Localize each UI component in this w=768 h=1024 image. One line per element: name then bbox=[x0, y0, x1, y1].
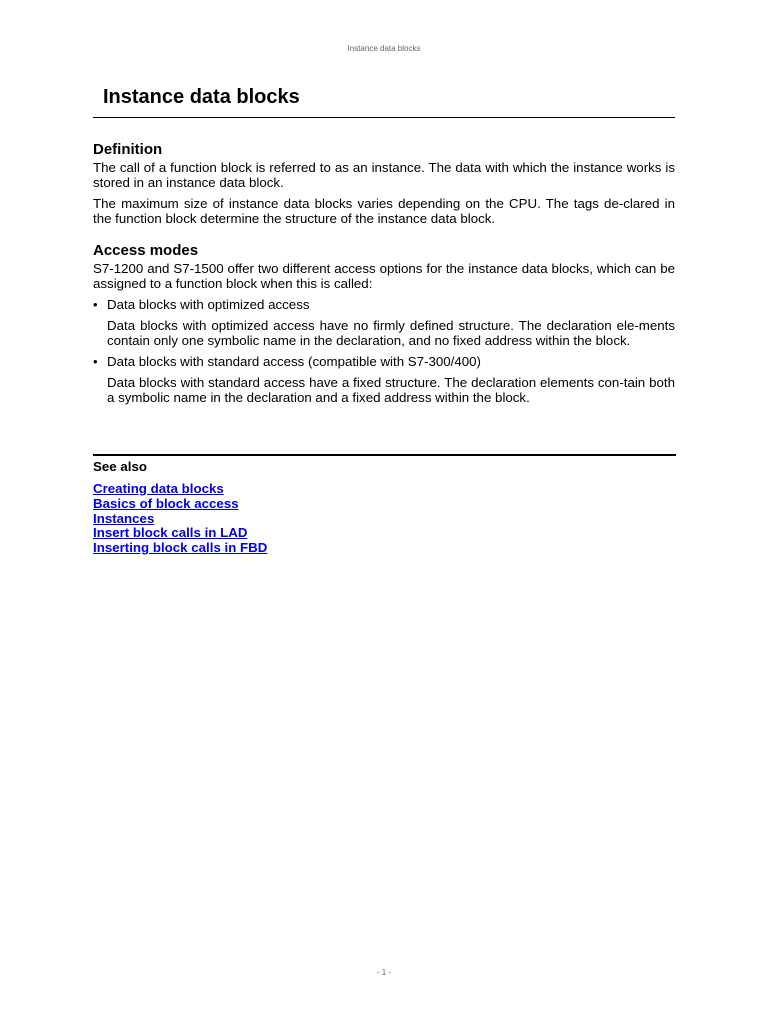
list-item-description: Data blocks with standard access have a fixed structure. The declaration elements con-tain both a symbolic name in the declaration and a fixed address within the block. bbox=[107, 375, 675, 405]
bullet-icon: • bbox=[93, 354, 98, 369]
list-item-optimized-access bbox=[93, 297, 675, 312]
definition-paragraph-2: The maximum size of instance data blocks varies depending on the CPU. The tags de-clared in the function block determine the structure of the instance data block. bbox=[93, 196, 675, 226]
list-item-standard-access bbox=[93, 354, 675, 369]
see-also-links bbox=[93, 482, 267, 556]
link-basics-of-block-access[interactable]: Basics of block access bbox=[93, 495, 239, 511]
definition-paragraph-1: The call of a function block is referred to as an instance. The data with which the instance works is stored in an instance data block. bbox=[93, 160, 675, 190]
link-creating-data-blocks[interactable]: Creating data blocks bbox=[93, 481, 224, 496]
see-also-divider bbox=[93, 454, 676, 456]
page-title: Instance data blocks bbox=[103, 86, 300, 108]
definition-heading: Definition bbox=[93, 141, 163, 158]
list-item-title: Data blocks with optimized access bbox=[107, 297, 310, 312]
document-body bbox=[93, 140, 675, 405]
access-modes-intro: S7-1200 and S7-1500 offer two different access options for the instance data blocks, which can be assigned to a function block when this is called: bbox=[93, 261, 675, 291]
link-insert-block-calls-lad[interactable]: Insert block calls in LAD bbox=[93, 525, 248, 541]
running-header: Instance data blocks bbox=[347, 44, 421, 53]
see-also-heading: See also bbox=[93, 459, 147, 474]
link-instances[interactable]: Instances bbox=[93, 510, 155, 526]
link-inserting-block-calls-fbd[interactable]: Inserting block calls in FBD bbox=[93, 540, 268, 555]
page-number: - 1 - bbox=[376, 968, 392, 977]
list-item-description: Data blocks with optimized access have no firmly defined structure. The declaration ele-ments contain only one symbolic name in the declaration, and no fixed address within the block. bbox=[107, 318, 675, 348]
list-item-title: Data blocks with standard access (compatible with S7-300/400) bbox=[107, 354, 481, 369]
access-modes-heading: Access modes bbox=[93, 242, 199, 259]
title-divider bbox=[93, 117, 675, 118]
bullet-icon: • bbox=[93, 297, 98, 312]
